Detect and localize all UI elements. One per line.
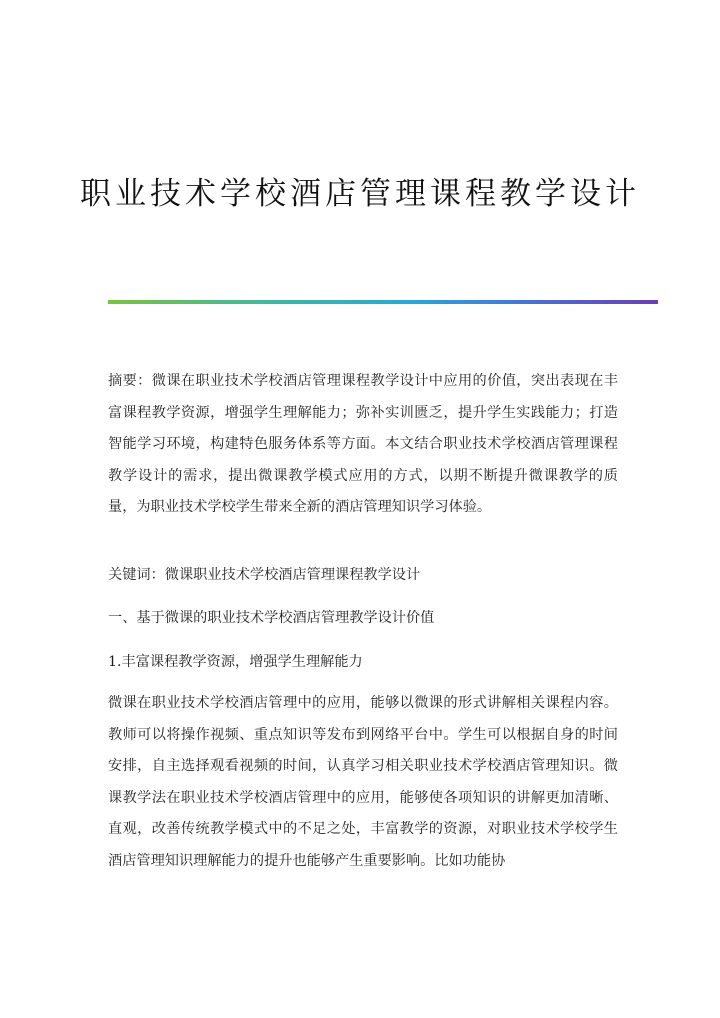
subsection-heading-block: [108, 647, 618, 679]
subsection-heading: 1.丰富课程教学资源，增强学生理解能力: [108, 654, 363, 670]
document-title: 职业技术学校酒店管理课程教学设计: [80, 176, 640, 212]
body-paragraph-block: [108, 688, 618, 878]
body-paragraph: 微课在职业技术学校酒店管理中的应用，能够以微课的形式讲解相关课程内容。教师可以将操作视频、重点知识等发布到网络平台中。学生可以根据自身的时间安排，自主选择观看视频的时间，认真学习相关职业技术学校酒店管理知识。微课教学法在职业技术学校酒店管理中的应用，能够使各项知识的讲解更加清晰、直观，改善传统教学模式中的不足之处，丰富教学的资源，对职业技术学校学生酒店管理知识理解能力的提升也能够产生重要影响。比如功能协: [108, 695, 618, 869]
section-heading: 一、基于微课的职业技术学校酒店管理教学设计价值: [108, 610, 435, 626]
title-divider: [108, 300, 658, 304]
section-heading-block: [108, 603, 618, 635]
abstract-paragraph: 摘要：微课在职业技术学校酒店管理课程教学设计中应用的价值，突出表现在丰富课程教学资源，增强学生理解能力；弥补实训匮乏，提升学生实践能力；打造智能学习环境，构建特色服务体系等方面。本文结合职业技术学校酒店管理课程教学设计的需求，提出微课教学模式应用的方式，以期不断提升微课教学的质量，为职业技术学校学生带来全新的酒店管理知识学习体验。: [108, 373, 618, 516]
keywords-line: 关键词：微课职业技术学校酒店管理课程教学设计: [108, 567, 421, 583]
abstract-block: [108, 366, 618, 524]
keywords-block: [108, 560, 618, 592]
